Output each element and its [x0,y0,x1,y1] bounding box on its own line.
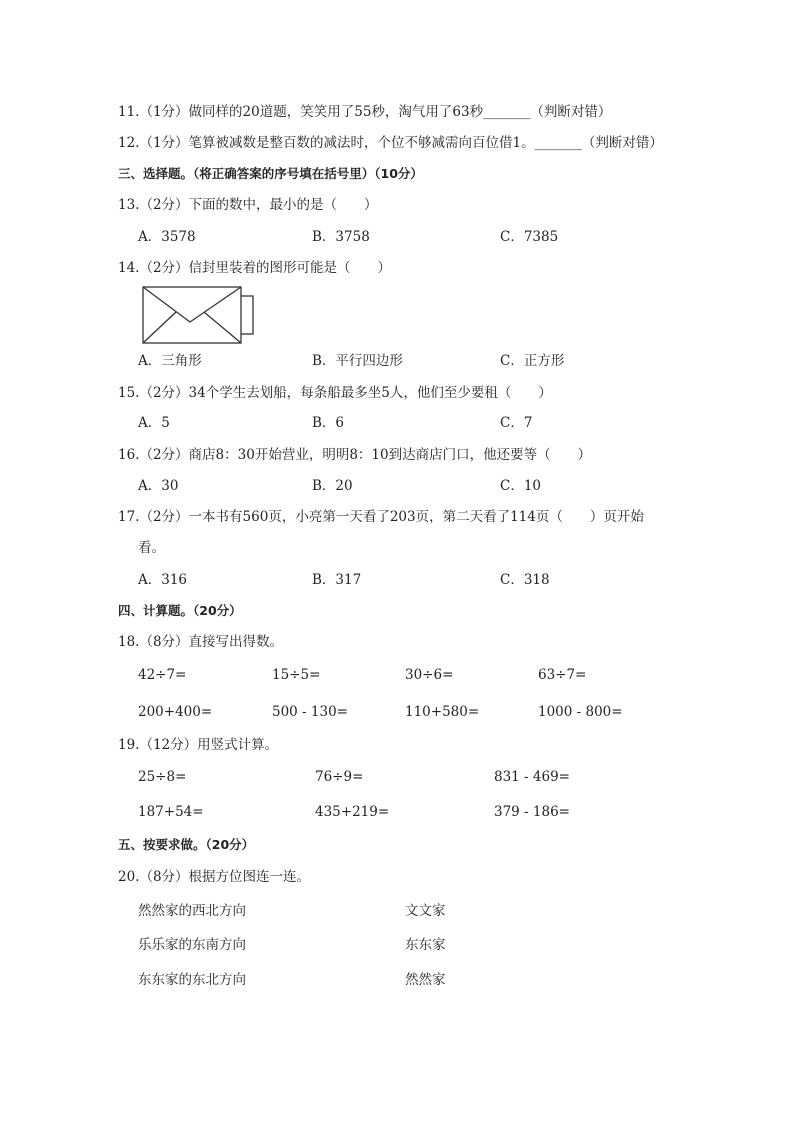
vertical-calc-item: 435+219= [315,804,390,820]
question-17-option-c: C．318 [500,572,550,588]
question-15-stem: 15.（2分）34个学生去划船，每条船最多坐5人，他们至少要租（ ） [118,385,552,401]
section-3-heading: 三、选择题。（将正确答案的序号填在括号里）（10分） [118,166,423,181]
question-13-stem: 13.（2分）下面的数中，最小的是（ ） [118,197,378,213]
house-item: 然然家 [405,972,446,988]
vertical-calc-item: 831 - 469= [494,769,570,785]
calc-item: 1000 - 800= [538,704,623,720]
calc-item: 15÷5= [272,667,321,683]
calc-item: 42÷7= [138,667,187,683]
question-16-option-a: A．30 [138,478,179,494]
question-14-option-a: A．三角形 [138,353,202,369]
section-4-heading: 四、计算题。（20分） [118,603,242,618]
envelope-figure [142,286,258,344]
calc-item: 200+400= [138,704,213,720]
question-19-stem: 19.（12分）用竖式计算。 [118,737,279,753]
question-16-option-b: B．20 [312,478,353,494]
direction-item: 乐乐家的东南方向 [138,937,246,953]
question-16-stem: 16.（2分）商店8：30开始营业，明明8：10到达商店门口，他还要等（ ） [118,447,592,463]
question-15-option-b: B．6 [312,415,345,431]
calc-item: 110+580= [405,704,480,720]
question-11: 11.（1分）做同样的20道题，笑笑用了55秒，淘气用了63秒_______（判断对错） [118,104,612,120]
question-15-option-c: C．7 [500,415,533,431]
calc-item: 30÷6= [405,667,454,683]
question-15-option-a: A．5 [138,415,170,431]
house-item: 东东家 [405,937,446,953]
question-13-option-b: B．3758 [312,229,370,245]
calc-item: 500 - 130= [272,704,348,720]
question-17-option-a: A．316 [138,572,188,588]
direction-item: 然然家的西北方向 [138,903,246,919]
question-14-option-c: C．正方形 [500,353,565,369]
question-17-option-b: B．317 [312,572,362,588]
vertical-calc-item: 25÷8= [138,769,187,785]
question-13-option-a: A．3578 [138,229,196,245]
question-14-option-b: B．平行四边形 [312,353,403,369]
vertical-calc-item: 76÷9= [315,769,364,785]
question-18-stem: 18.（8分）直接写出得数。 [118,634,284,650]
vertical-calc-item: 187+54= [138,804,204,820]
vertical-calc-item: 379 - 186= [494,804,570,820]
question-12: 12.（1分）笔算被减数是整百数的减法时，个位不够减需向百位借1。_______（判断对错） [118,135,663,151]
hidden-shape-edge [240,296,253,334]
calc-item: 63÷7= [538,667,587,683]
section-5-heading: 五、按要求做。（20分） [118,837,255,852]
question-16-option-c: C．10 [500,478,542,494]
question-17-stem: 17.（2分）一本书有560页，小亮第一天看了203页，第二天看了114页（ ）页开始 [118,509,644,525]
envelope-body [143,287,241,343]
question-14-stem: 14.（2分）信封里装着的图形可能是（ ） [118,260,392,276]
question-13-option-c: C．7385 [500,229,559,245]
question-20-stem: 20.（8分）根据方位图连一连。 [118,869,311,885]
question-17-stem-continued: 看。 [138,540,165,556]
direction-item: 东东家的东北方向 [138,972,246,988]
house-item: 文文家 [405,903,446,919]
